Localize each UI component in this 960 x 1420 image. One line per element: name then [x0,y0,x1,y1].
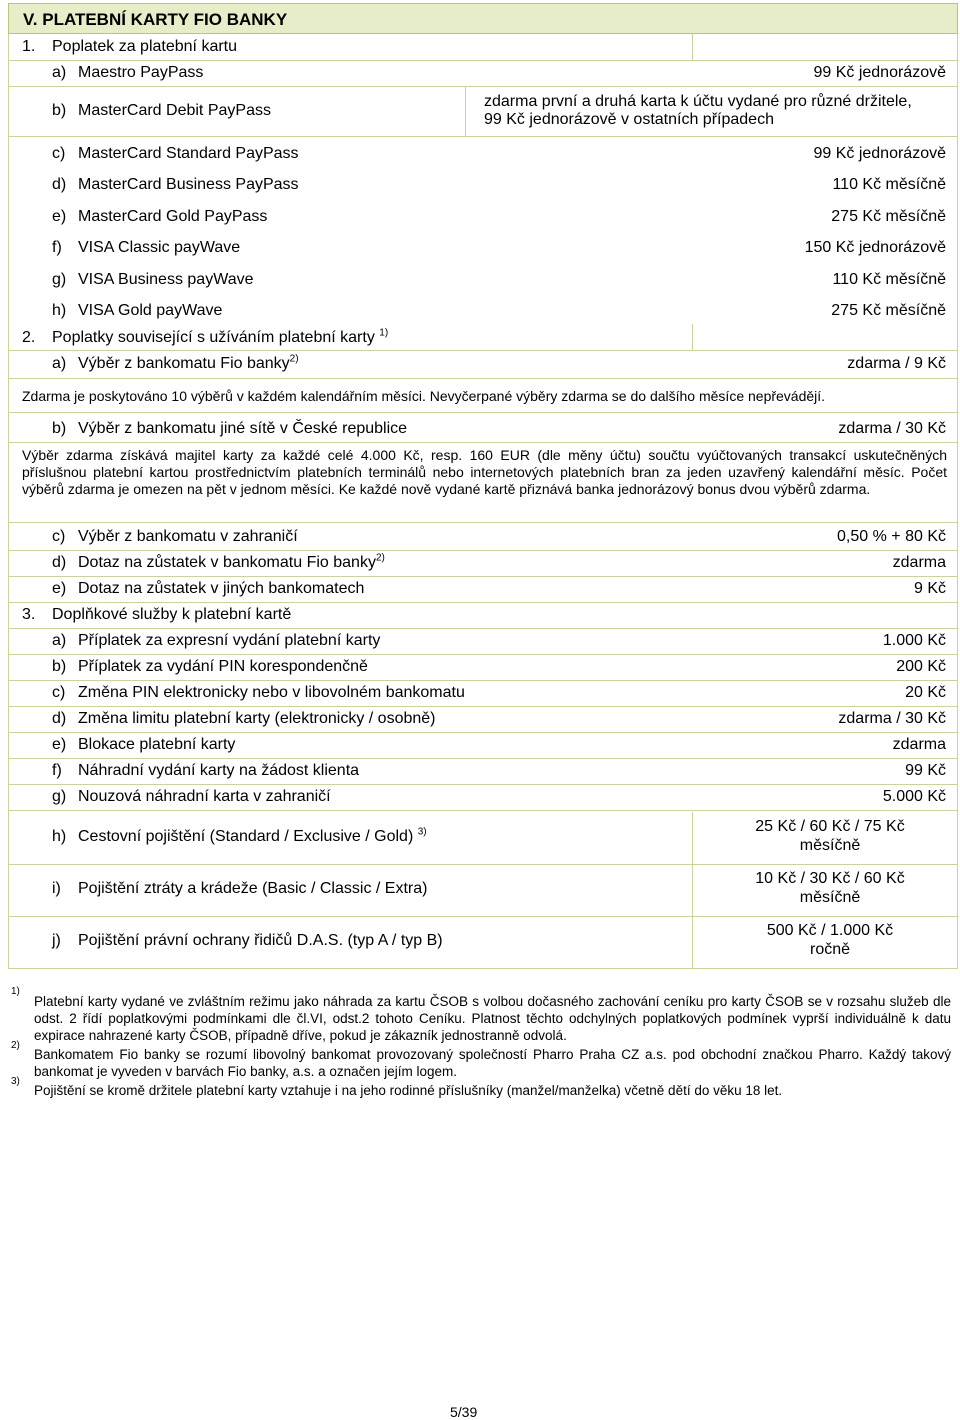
item-price: 200 Kč [896,658,946,675]
item-label: MasterCard Gold PayPass [78,208,268,225]
item-price: 99 Kč [905,762,946,779]
item-price: 99 Kč jednorázově [813,64,946,81]
item-label: Pojištění ztráty a krádeže (Basic / Classic / Extra) [78,880,428,897]
fee-row [8,524,958,550]
service-row [8,864,958,916]
item-mark: a) [52,632,67,649]
service-row [8,680,958,706]
rule [8,442,958,443]
item-label: Příplatek za expresní vydání platební karty [78,632,381,649]
item-price-line1: 500 Kč / 1.000 Kč [766,922,894,939]
item-label: Náhradní vydání karty na žádost klienta [78,762,360,779]
item-mark: h) [52,828,67,845]
card-row [8,235,958,261]
rule [465,86,466,136]
item-mark: b) [52,658,67,675]
item-label: Změna limitu platební karty (elektronicky / osobně) [78,710,436,727]
card-row [8,60,958,86]
section-2-number: 2. [22,329,36,346]
rule [8,968,958,969]
item-price: 275 Kč měsíčně [831,302,946,319]
item-price-line2: 99 Kč jednorázově v ostatních případech [484,111,774,128]
item-mark: a) [52,355,67,372]
item-price: zdarma [892,736,946,753]
rule [957,34,958,968]
item-mark: d) [52,554,67,571]
item-label: Příplatek za vydání PIN korespondenčně [78,658,368,675]
item-price: zdarma / 30 Kč [838,420,946,437]
service-row [8,706,958,732]
rule [8,810,958,811]
item-mark: b) [52,102,67,119]
page-number: 5/39 [450,1404,478,1420]
item-mark: c) [52,145,66,162]
section-3-heading: Doplňkové služby k platební kartě [52,606,292,623]
item-mark: i) [52,880,61,897]
item-price-line2: měsíčně [799,837,861,854]
footnote-text: Bankomatem Fio banky se rozumí libovolný bankomat provozovaný společností Pharro Praha CZ a.s. pod obchodní značkou Pharro. Každý takový bankomat je vyveden v barvách Fio banky, a.s. a označen jejím logem. [34,1047,951,1079]
item-label: Nouzová náhradní karta v zahraničí [78,788,331,805]
section-1-heading: Poplatek za platební kartu [52,38,238,55]
item-mark: g) [52,788,67,805]
item-price-line1: 10 Kč / 30 Kč / 60 Kč [755,870,905,887]
item-price-line1: zdarma první a druhá karta k účtu vydané pro různé držitele, [484,93,912,110]
service-row [8,758,958,784]
item-label: Pojištění právní ochrany řidičů D.A.S. (typ A / typ B) [78,932,443,949]
item-mark: b) [52,420,67,437]
section-1-number: 1. [22,38,36,55]
item-label: MasterCard Debit PayPass [78,102,271,119]
item-label: Blokace platební karty [78,736,236,753]
item-price-line1: 25 Kč / 60 Kč / 75 Kč [755,818,905,835]
item-mark: j) [52,932,61,949]
footnote-mark: 1) [11,986,20,997]
item-mark: f) [52,239,62,256]
item-mark: a) [52,64,67,81]
service-row [8,812,958,864]
item-label: MasterCard Business PayPass [78,176,299,193]
item-label: VISA Gold payWave [78,302,223,319]
service-row [8,784,958,810]
item-label: Výběr z bankomatu jiné sítě v České republice [78,420,408,437]
item-price: zdarma / 30 Kč [838,710,946,727]
item-label: MasterCard Standard PayPass [78,145,299,162]
item-price: 275 Kč měsíčně [831,208,946,225]
footnote-mark: 2) [11,1040,20,1051]
fee-row [8,550,958,576]
section-title-bar [8,3,958,34]
footnote-text: Platební karty vydané ve zvláštním režimu jako náhrada za kartu ČSOB s volbou dočasného zachování ceníku pro karty ČSOB se v rozsahu služeb dle odst. 2 řídí poplatkovými podmínkami dle čl.VI, odst.2 tohoto Ceníku. Platnost těchto odchylných poplatkových podmínek vyprší individuálně k datu expirace nahrazené karty ČSOB, případně dříve, pokud je zákazník jednostranně odvolá. [34,994,951,1043]
rule [692,34,693,60]
item-label: Změna PIN elektronicky nebo v libovolném bankomatu [78,684,465,701]
service-row [8,732,958,758]
item-mark: h) [52,302,67,319]
item-price: 20 Kč [905,684,946,701]
card-row [8,204,958,230]
item-price: zdarma [892,554,946,571]
item-label: VISA Classic payWave [78,239,241,256]
item-mark: e) [52,208,67,225]
item-price: zdarma / 9 Kč [847,355,946,372]
section-2-heading: Poplatky související s užíváním platební karty $^{1)}$ [52,327,389,346]
fee-row [8,350,958,378]
rule [8,34,9,968]
footnote-text: Pojištění se kromě držitele platební karty vztahuje i na jeho rodinné příslušníky (manžel/manželka) včetně dětí do věku 18 let. [34,1083,783,1098]
rule [8,522,958,523]
item-mark: c) [52,528,66,545]
service-row [8,654,958,680]
item-label: VISA Business payWave [78,271,254,288]
card-row [8,267,958,293]
item-mark: d) [52,176,67,193]
item-label: Dotaz na zůstatek v jiných bankomatech [78,580,365,597]
service-row [8,628,958,654]
item-mark: e) [52,736,67,753]
card-row [8,172,958,198]
footnote-mark: 3) [11,1076,20,1087]
item-price: 1.000 Kč [882,632,946,649]
item-price-line2: ročně [809,941,851,958]
service-row [8,916,958,968]
item-price: 99 Kč jednorázově [813,145,946,162]
section-3-number: 3. [22,606,36,623]
rule [8,136,958,137]
item-mark: c) [52,684,66,701]
item-price: 0,50 % + 80 Kč [837,528,946,545]
item-mark: g) [52,271,67,288]
item-price-line2: měsíčně [799,889,861,906]
item-mark: e) [52,580,67,597]
section-title: V. PLATEBNÍ KARTY FIO BANKY [23,10,288,29]
rule [8,378,958,379]
item-price: 9 Kč [913,580,946,597]
rule [8,412,958,413]
item-label: Cestovní pojištění (Standard / Exclusive / Gold) $^{3)}$ [78,826,427,845]
card-row [8,86,958,136]
fee-row [8,414,958,442]
item-label: Dotaz na zůstatek v bankomatu Fio banky$^{2)}$ [78,552,385,571]
note-atm-other: Výběr zdarma získává majitel karty za každé celé 4.000 Kč, resp. 160 EUR (dle měny účtu) součtu vyúčtovaných transakcí uskutečněných příslušnou platební kartou prostřednictvím platebních terminálů nebo internetových platebních bran za jeden uzavřený kalendářní měsíc. Počet výběrů zdarma je omezen na pět v jednom měsíci. Ke každé nově vydané kartě přiznává banka jednorázový bonus dvou výběrů zdarma. [22,447,947,497]
rule [692,324,693,350]
section-1-heading-row [8,34,958,60]
section-2-heading-row [8,324,958,350]
item-mark: f) [52,762,62,779]
fee-row [8,576,958,602]
item-label: Maestro PayPass [78,64,204,81]
section-3-heading-row [8,602,958,628]
card-row [8,141,958,167]
item-label: Výběr z bankomatu Fio banky$^{2)}$ [78,353,299,372]
item-mark: d) [52,710,67,727]
rule [692,812,693,968]
note-atm-fio: Zdarma je poskytováno 10 výběrů v každém kalendářním měsíci. Nevyčerpané výběry zdarma se do dalšího měsíce nepřevádějí. [22,388,826,404]
item-price: 110 Kč měsíčně [832,176,946,193]
card-row [8,298,958,324]
item-price: 150 Kč jednorázově [804,239,946,256]
item-price: 110 Kč měsíčně [832,271,946,288]
item-label: Výběr z bankomatu v zahraničí [78,528,298,545]
item-price: 5.000 Kč [882,788,946,805]
